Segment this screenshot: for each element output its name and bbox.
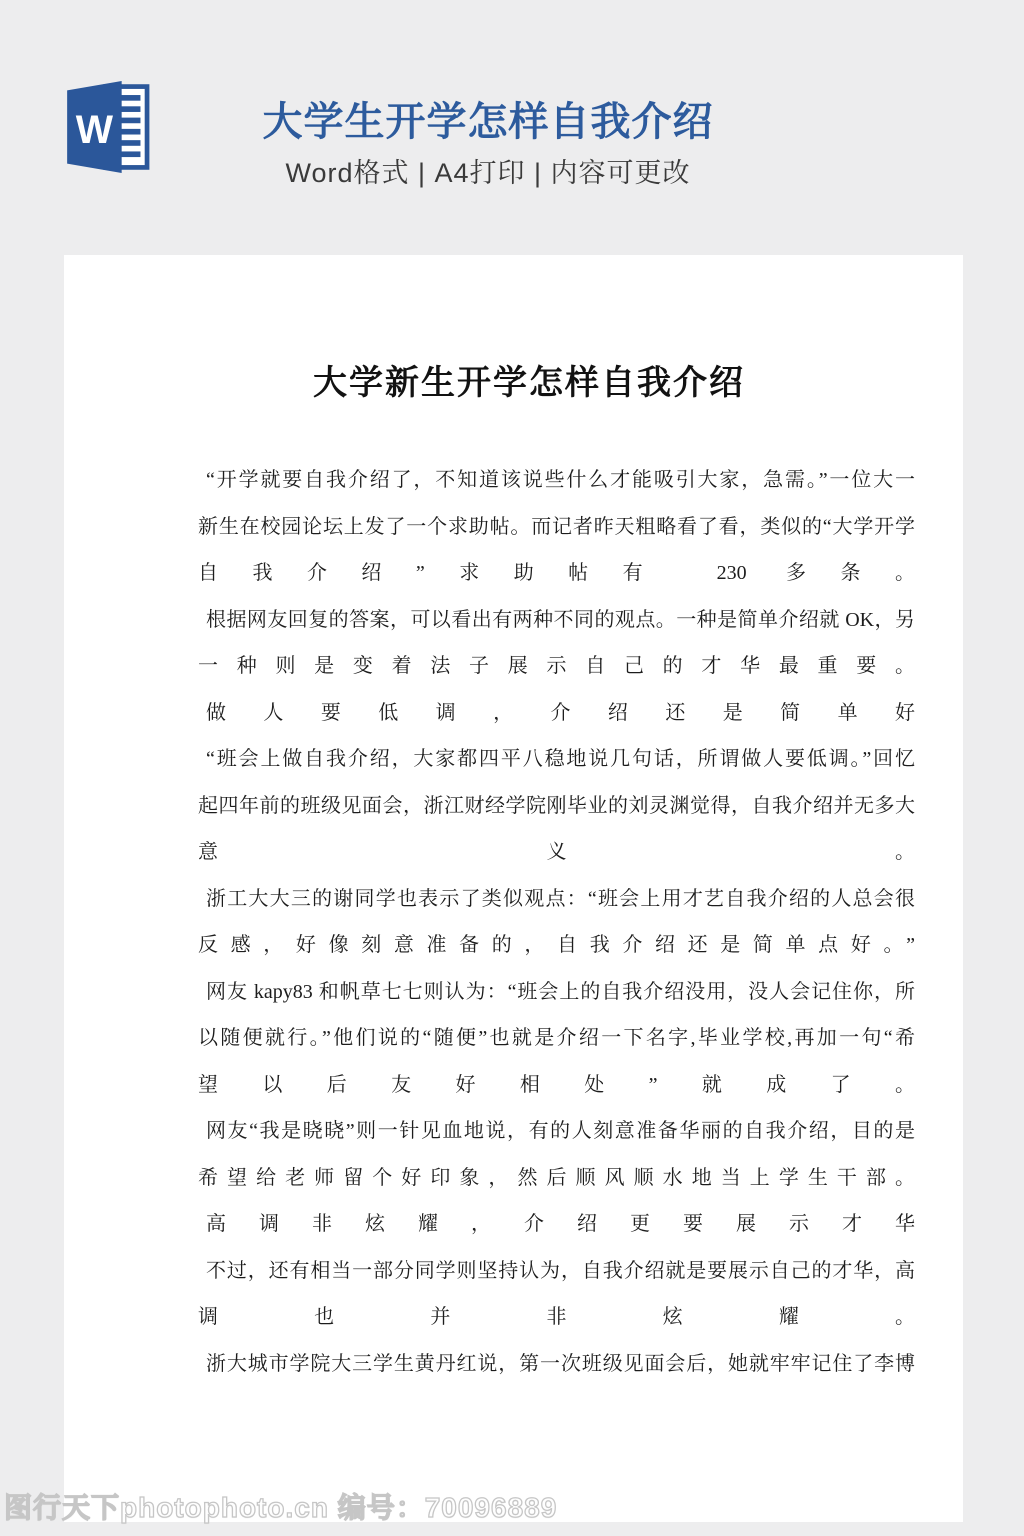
- word-icon: [66, 80, 151, 174]
- body-line: 不过，还有相当一部分同学则坚持认为，自我介绍就是要展示自己的才华，高: [206, 1259, 915, 1282]
- body-line: 调也并非炫耀。: [198, 1306, 915, 1328]
- body-line: 新生在校园论坛上发了一个求助帖。而记者昨天粗略看了看，类似的“大学开学: [198, 515, 915, 538]
- body-line: 起四年前的班级见面会，浙江财经学院刚毕业的刘灵渊觉得，自我介绍并无多大: [198, 794, 915, 817]
- body-line: 浙工大大三的谢同学也表示了类似观点：“班会上用才艺自我介绍的人总会很: [206, 887, 915, 910]
- header-title: 大学生开学怎样自我介绍: [262, 100, 714, 144]
- body-line: 以随便就行。”他们说的“随便”也就是介绍一下名字,毕业学校,再加一句“希: [198, 1027, 915, 1049]
- body-line: 根据网友回复的答案，可以看出有两种不同的观点。一种是简单介绍就 OK，另: [206, 608, 915, 631]
- body-line: 望以后友好相处”就成了。: [198, 1073, 915, 1096]
- document-title: 大学新生开学怎样自我介绍: [313, 365, 745, 402]
- body-line: 做人要低调，介绍还是简单好: [206, 701, 915, 724]
- body-line: 网友“我是晓晓”则一针见血地说，有的人刻意准备华丽的自我介绍，目的是: [206, 1120, 915, 1142]
- document-page: [64, 255, 963, 1522]
- document-body: [198, 457, 915, 1387]
- body-line: 意义。: [198, 841, 915, 863]
- body-line: 浙大城市学院大三学生黄丹红说，第一次班级见面会后，她就牢牢记住了李博: [206, 1352, 915, 1375]
- body-line: 自我介绍”求助帖有 230 多条。: [198, 562, 915, 584]
- body-line: 希望给老师留个好印象，然后顺风顺水地当上学生干部。: [198, 1166, 915, 1189]
- body-line: 反感，好像刻意准备的，自我介绍还是简单点好。”: [198, 934, 915, 956]
- watermark-text: 图行天下photophoto.cn 编号：70096889: [4, 1492, 558, 1523]
- body-line: 高调非炫耀，介绍更要展示才华: [206, 1213, 915, 1235]
- body-line: “开学就要自我介绍了，不知道该说些什么才能吸引大家，急需。”一位大一: [206, 469, 915, 491]
- word-icon-letter: W: [75, 107, 114, 152]
- body-line: 网友 kapy83 和帆草七七则认为：“班会上的自我介绍没用，没人会记住你，所: [206, 980, 915, 1003]
- body-line: 一种则是变着法子展示自己的才华最重要。: [198, 655, 915, 677]
- header-subtitle: Word格式 | A4打印 | 内容可更改: [285, 158, 691, 188]
- body-line: “班会上做自我介绍，大家都四平八稳地说几句话，所谓做人要低调。”回忆: [206, 748, 915, 770]
